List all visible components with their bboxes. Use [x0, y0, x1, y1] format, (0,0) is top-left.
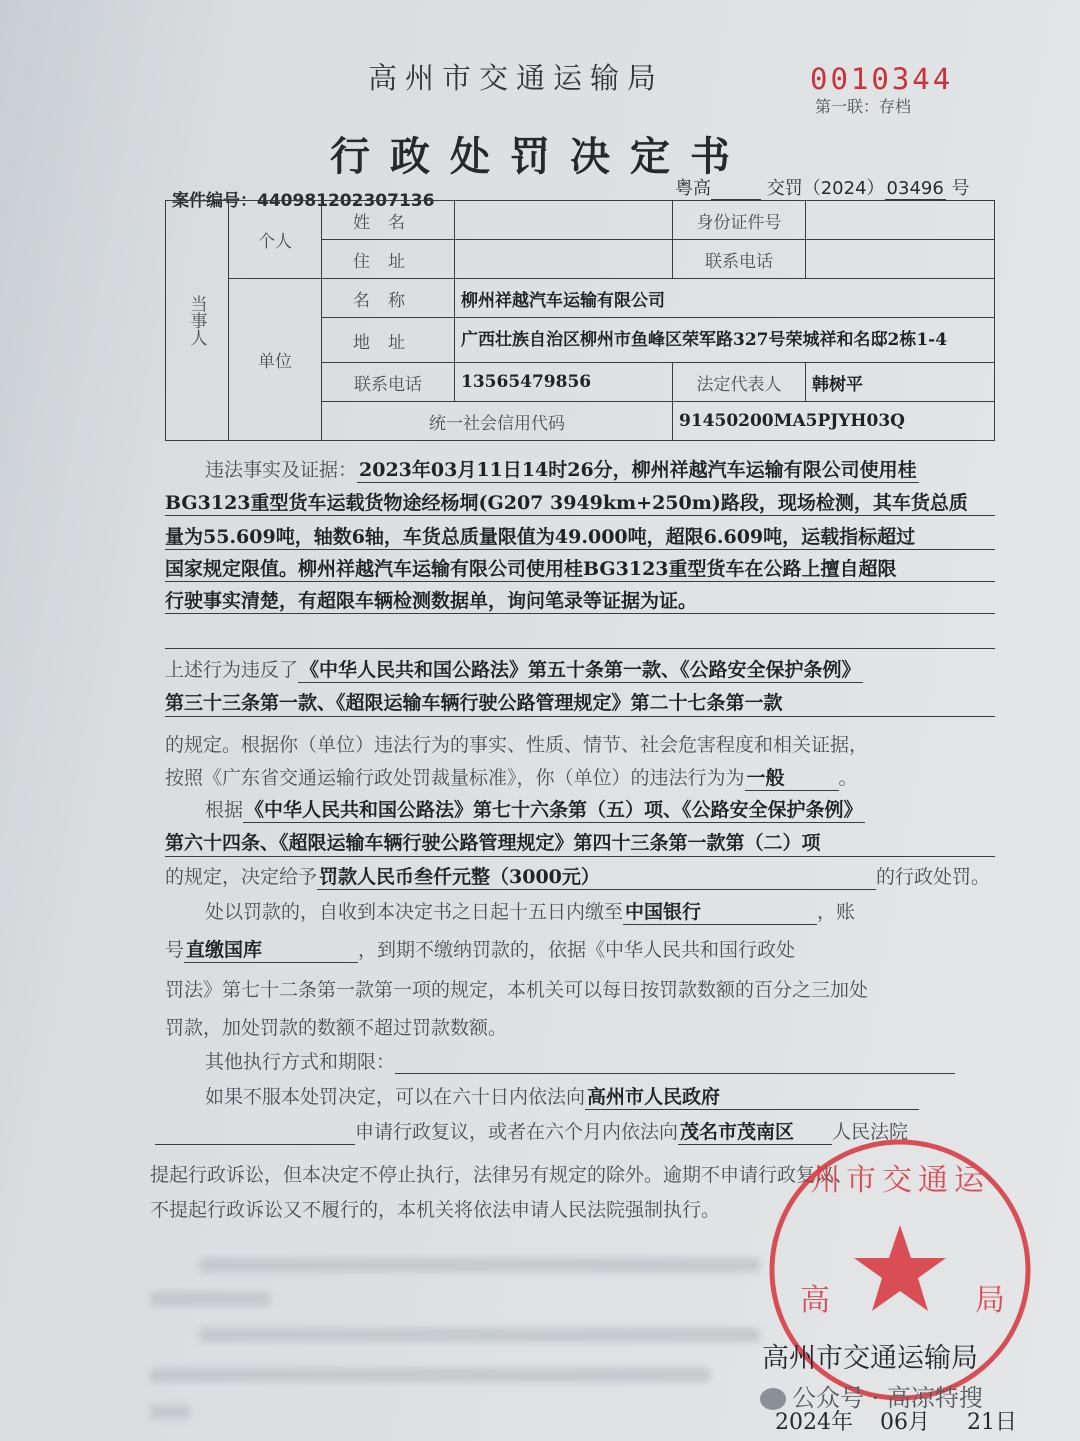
bank-value: 中国银行: [623, 897, 817, 925]
rule: [165, 856, 995, 857]
document-title: 行政处罚决定书: [330, 134, 750, 180]
court-suffix: 人民法院: [832, 1121, 909, 1143]
individual-label: 个人: [229, 201, 322, 279]
unit-phone-value: 13565479856: [455, 363, 673, 402]
day-label: 日: [995, 1410, 1018, 1435]
seal-text: 州市交通运: [810, 1163, 990, 1198]
credit-code-label: 统一社会信用代码: [322, 402, 673, 441]
rule: [165, 716, 995, 717]
year: 2024: [775, 1410, 831, 1435]
severity-value: 一般: [745, 763, 839, 791]
rule: [165, 613, 995, 614]
name-value: [455, 201, 673, 240]
doc-middle: 交罚（2024）: [766, 178, 885, 199]
facts-line-4: 国家规定限值。柳州祥越汽车运输有限公司使用桂BG3123重型货车在公路上擅自超限: [165, 558, 897, 580]
account-value: 直缴国库: [184, 935, 358, 963]
payment-line-3: 罚法》第七十二条第一款第一项的规定，本机关可以每日按罚款数额的百分之三加处: [165, 979, 869, 1001]
seal-text-left: 高: [800, 1283, 830, 1318]
violation-line-4: [165, 763, 858, 791]
facts-line-1: [205, 455, 919, 483]
appeal-line-3: 提起行政诉讼，但本决定不停止执行，法律另有规定的除外。逾期不申请行政复议、: [150, 1164, 854, 1186]
other-exec-label: 其他执行方式和期限：: [205, 1051, 396, 1073]
blurred-text: [150, 1292, 270, 1306]
rule: [165, 515, 995, 516]
party-label: 当事人: [166, 201, 229, 441]
other-exec-line: [205, 1047, 955, 1074]
period: 。: [838, 767, 858, 789]
id-value: [806, 201, 995, 240]
facts-label: 违法事实及证据：: [205, 459, 358, 481]
blurred-text: [200, 1258, 760, 1272]
basis-text: 的规定，决定给予: [165, 866, 318, 888]
doc-number: 03496: [886, 178, 944, 199]
basis-suffix: 的行政处罚。: [876, 866, 991, 888]
payment-line-2: [165, 935, 795, 963]
star-icon: [854, 1225, 946, 1311]
document-number: [675, 174, 970, 200]
account-label: ，账: [817, 901, 856, 923]
month: 06: [880, 1410, 909, 1435]
rule: [165, 549, 995, 550]
id-label: 身份证件号: [673, 201, 806, 240]
blurred-text: [200, 1328, 760, 1342]
address-label: 住址: [322, 240, 455, 279]
blurred-text: [150, 1368, 710, 1382]
watermark-text: 公众号 · 高凉特搜: [792, 1384, 983, 1412]
facts-line-3: 量为55.609吨，轴数6轴，车货总质量限值为49.000吨，超限6.609吨，运载指标超过: [165, 526, 916, 548]
case-number: 案件编号：440981202307136: [172, 191, 435, 211]
name-label: 姓名: [322, 201, 455, 240]
facts-text: 2023年03月11日14时26分，柳州祥越汽车运输有限公司使用桂: [357, 455, 919, 483]
party-info-table: [165, 200, 995, 441]
unit-address-label: 地址: [322, 318, 455, 363]
violation-line-1: [165, 655, 863, 683]
appeal-text: 如果不服本处罚决定，可以在六十日内依法向: [205, 1086, 586, 1108]
payment-text: 处以罚款的，自收到本决定书之日起十五日内缴至: [205, 901, 624, 923]
rule: [165, 648, 995, 649]
serial-number: 0010344: [810, 62, 954, 96]
facts-line-2: BG3123重型货车运载货物途经杨垌(G207 3949km+250m)路段，现场检测，其车货总质: [165, 492, 968, 514]
payment-text-2: ，到期不缴纳罚款的，依据《中华人民共和国行政处: [358, 939, 796, 961]
unit-name-value: 柳州祥越汽车运输有限公司: [455, 279, 995, 318]
basis-line-3: [165, 862, 990, 890]
violation-line-3: 的规定。根据你（单位）违法行为的事实、性质、情节、社会危害程度和相关证据，: [165, 734, 869, 756]
doc-suffix: 号: [951, 178, 970, 199]
legal-rep-label: 法定代表人: [673, 363, 806, 402]
penalty-value: 罚款人民币叁仟元整（3000元）: [317, 862, 876, 890]
violation-prefix: 上述行为违反了: [165, 659, 299, 681]
unit-phone-label: 联系电话: [322, 363, 455, 402]
issue-date: [775, 1405, 1017, 1436]
basis-line-2: 第六十四条、《超限运输车辆行驶公路管理规定》第四十三条第一款第（二）项: [165, 832, 821, 854]
unit-name-label: 名称: [322, 279, 455, 318]
blurred-text: [150, 1405, 190, 1419]
contact-value: [806, 240, 995, 279]
doc-prefix: 粤高: [675, 178, 711, 199]
account-label-2: 号: [165, 939, 185, 961]
basis-law-1: 《中华人民共和国公路法》第七十六条第（五）项、《公路安全保护条例》: [243, 795, 865, 823]
signing-agency: 高州市交通运输局: [762, 1343, 978, 1374]
basis-prefix: 根据: [205, 799, 244, 821]
appeal-line-4: 不提起行政诉讼又不履行的，本机关将依法申请人民法院强制执行。: [150, 1199, 721, 1221]
day: 21: [967, 1410, 996, 1435]
payment-line-1: [205, 897, 855, 925]
year-label: 年: [831, 1410, 854, 1435]
seal-text-right: 局: [975, 1283, 1005, 1318]
violation-line-2: 第三十三条第一款、《超限运输车辆行驶公路管理规定》第二十七条第一款: [165, 692, 783, 714]
appeal-line-1: [205, 1082, 919, 1110]
agency-header: 高州市交通运输局: [368, 61, 665, 95]
unit-address-value: 广西壮族自治区柳州市鱼峰区荣军路327号荣城祥和名邸2栋1-4: [455, 318, 995, 363]
unit-label: 单位: [229, 279, 322, 441]
credit-code-value: 91450200MA5PJYH03Q: [673, 402, 995, 441]
basis-line-1: [205, 795, 865, 823]
violation-text: 按照《广东省交通运输行政处罚裁量标准》，你（单位）的违法行为为: [165, 767, 745, 789]
legal-rep-value: 韩树平: [806, 363, 995, 402]
appeal-text-2: 申请行政复议，或者在六个月内依法向: [355, 1121, 679, 1143]
payment-line-4: 罚款，加处罚款的数额不超过罚款数额。: [165, 1017, 508, 1039]
rule: [165, 581, 995, 582]
review-authority: 高州市人民政府: [585, 1082, 919, 1110]
address-value: [455, 240, 673, 279]
facts-line-5: 行驶事实清楚，有超限车辆检测数据单，询问笔录等证据为证。: [165, 590, 698, 612]
contact-label: 联系电话: [673, 240, 806, 279]
month-label: 月: [908, 1410, 931, 1435]
court-value: 茂名市茂南区: [678, 1117, 832, 1145]
copy-label: 第一联：存档: [815, 97, 912, 116]
violation-law-1: 《中华人民共和国公路法》第五十条第一款、《公路安全保护条例》: [298, 655, 863, 683]
